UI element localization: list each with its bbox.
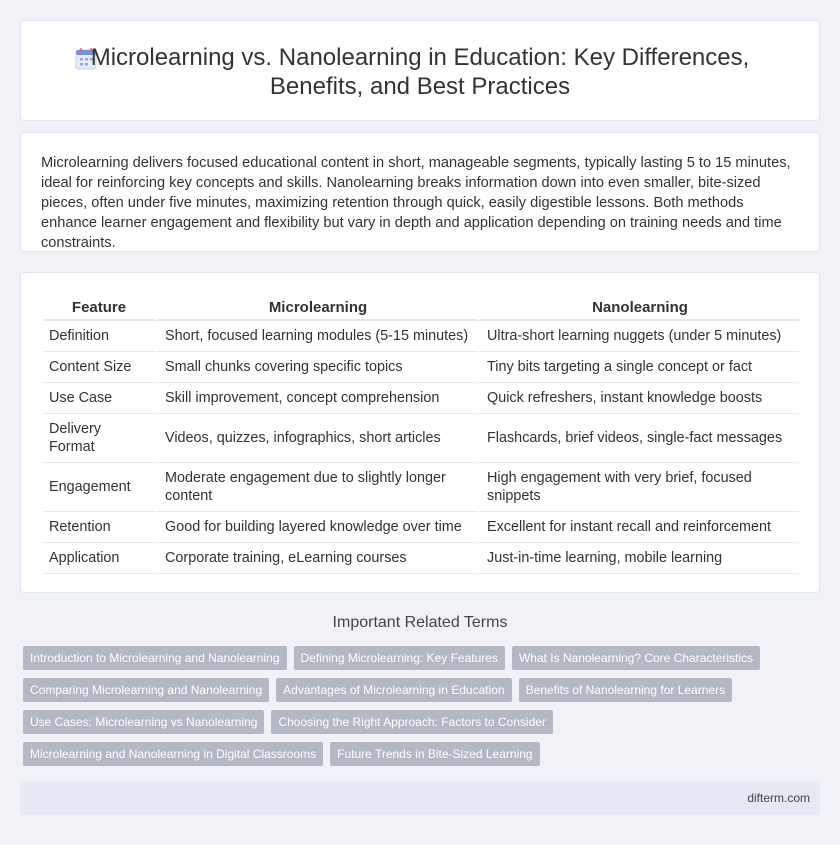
table-row	[43, 352, 799, 383]
tag-row	[23, 678, 813, 702]
row-microlearning: Videos, quizzes, infographics, short articles	[155, 414, 477, 463]
row-nanolearning: Just-in-time learning, mobile learning	[477, 543, 799, 574]
row-microlearning: Corporate training, eLearning courses	[155, 543, 477, 574]
row-nanolearning: High engagement with very brief, focused snippets	[477, 463, 799, 512]
tag-row	[23, 646, 813, 670]
row-nanolearning: Ultra-short learning nuggets (under 5 minutes)	[477, 321, 799, 352]
table-row	[43, 463, 799, 512]
table-row	[43, 321, 799, 352]
row-microlearning: Good for building layered knowledge over time	[155, 512, 477, 543]
row-microlearning: Short, focused learning modules (5-15 minutes)	[155, 321, 477, 352]
table-row	[43, 383, 799, 414]
title-card	[20, 20, 820, 121]
header-microlearning: Microlearning	[155, 295, 477, 321]
header-nanolearning: Nanolearning	[477, 295, 799, 321]
row-feature: Definition	[43, 321, 155, 352]
summary-text: Microlearning delivers focused educational content in short, manageable segments, typically lasting 5 to 15 minutes, ideal for reinforcing key concepts and skills. Nanolearning breaks information down into even smaller, bite-sized pieces, often under five minutes, maximizing retention through quick, easily digestible lessons. Both methods enhance learner engagement and flexibility but vary in depth and application depending on training needs and time constraints.	[41, 155, 791, 251]
row-feature: Use Case	[43, 383, 155, 414]
summary-card	[20, 132, 820, 252]
related-terms-heading: Important Related Terms	[332, 614, 508, 631]
related-term-link[interactable]: Comparing Microlearning and Nanolearning	[23, 678, 269, 702]
related-term-link[interactable]: Microlearning and Nanolearning in Digital Classrooms	[23, 742, 323, 766]
related-term-link[interactable]: Benefits of Nanolearning for Learners	[519, 678, 732, 702]
table-row	[43, 543, 799, 574]
table-header-row	[43, 295, 799, 321]
row-feature: Application	[43, 543, 155, 574]
related-term-link[interactable]: Defining Microlearning: Key Features	[294, 646, 505, 670]
related-term-link[interactable]: What Is Nanolearning? Core Characteristics	[512, 646, 760, 670]
row-microlearning: Moderate engagement due to slightly longer content	[155, 463, 477, 512]
row-nanolearning: Quick refreshers, instant knowledge boosts	[477, 383, 799, 414]
footer	[20, 781, 820, 815]
row-nanolearning: Tiny bits targeting a single concept or fact	[477, 352, 799, 383]
comparison-table	[43, 295, 799, 574]
tag-row	[23, 710, 813, 734]
row-feature: Delivery Format	[43, 414, 155, 463]
footer-site-link[interactable]: difterm.com	[747, 791, 810, 805]
related-terms-list	[23, 646, 813, 774]
row-microlearning: Skill improvement, concept comprehension	[155, 383, 477, 414]
page-title: Microlearning vs. Nanolearning in Education: Key Differences, Benefits, and Best Practices	[90, 44, 750, 100]
row-nanolearning: Excellent for instant recall and reinforcement	[477, 512, 799, 543]
row-feature: Content Size	[43, 352, 155, 383]
related-term-link[interactable]: Advantages of Microlearning in Education	[276, 678, 511, 702]
related-term-link[interactable]: Use Cases: Microlearning vs Nanolearning	[23, 710, 264, 734]
table-row	[43, 414, 799, 463]
related-term-link[interactable]: Future Trends in Bite-Sized Learning	[330, 742, 539, 766]
comparison-card	[20, 272, 820, 593]
header-feature: Feature	[43, 295, 155, 321]
row-feature: Retention	[43, 512, 155, 543]
row-nanolearning: Flashcards, brief videos, single-fact messages	[477, 414, 799, 463]
row-microlearning: Small chunks covering specific topics	[155, 352, 477, 383]
tag-row	[23, 742, 813, 766]
related-term-link[interactable]: Introduction to Microlearning and Nanolearning	[23, 646, 287, 670]
related-term-link[interactable]: Choosing the Right Approach: Factors to Consider	[271, 710, 552, 734]
table-row	[43, 512, 799, 543]
row-feature: Engagement	[43, 463, 155, 512]
